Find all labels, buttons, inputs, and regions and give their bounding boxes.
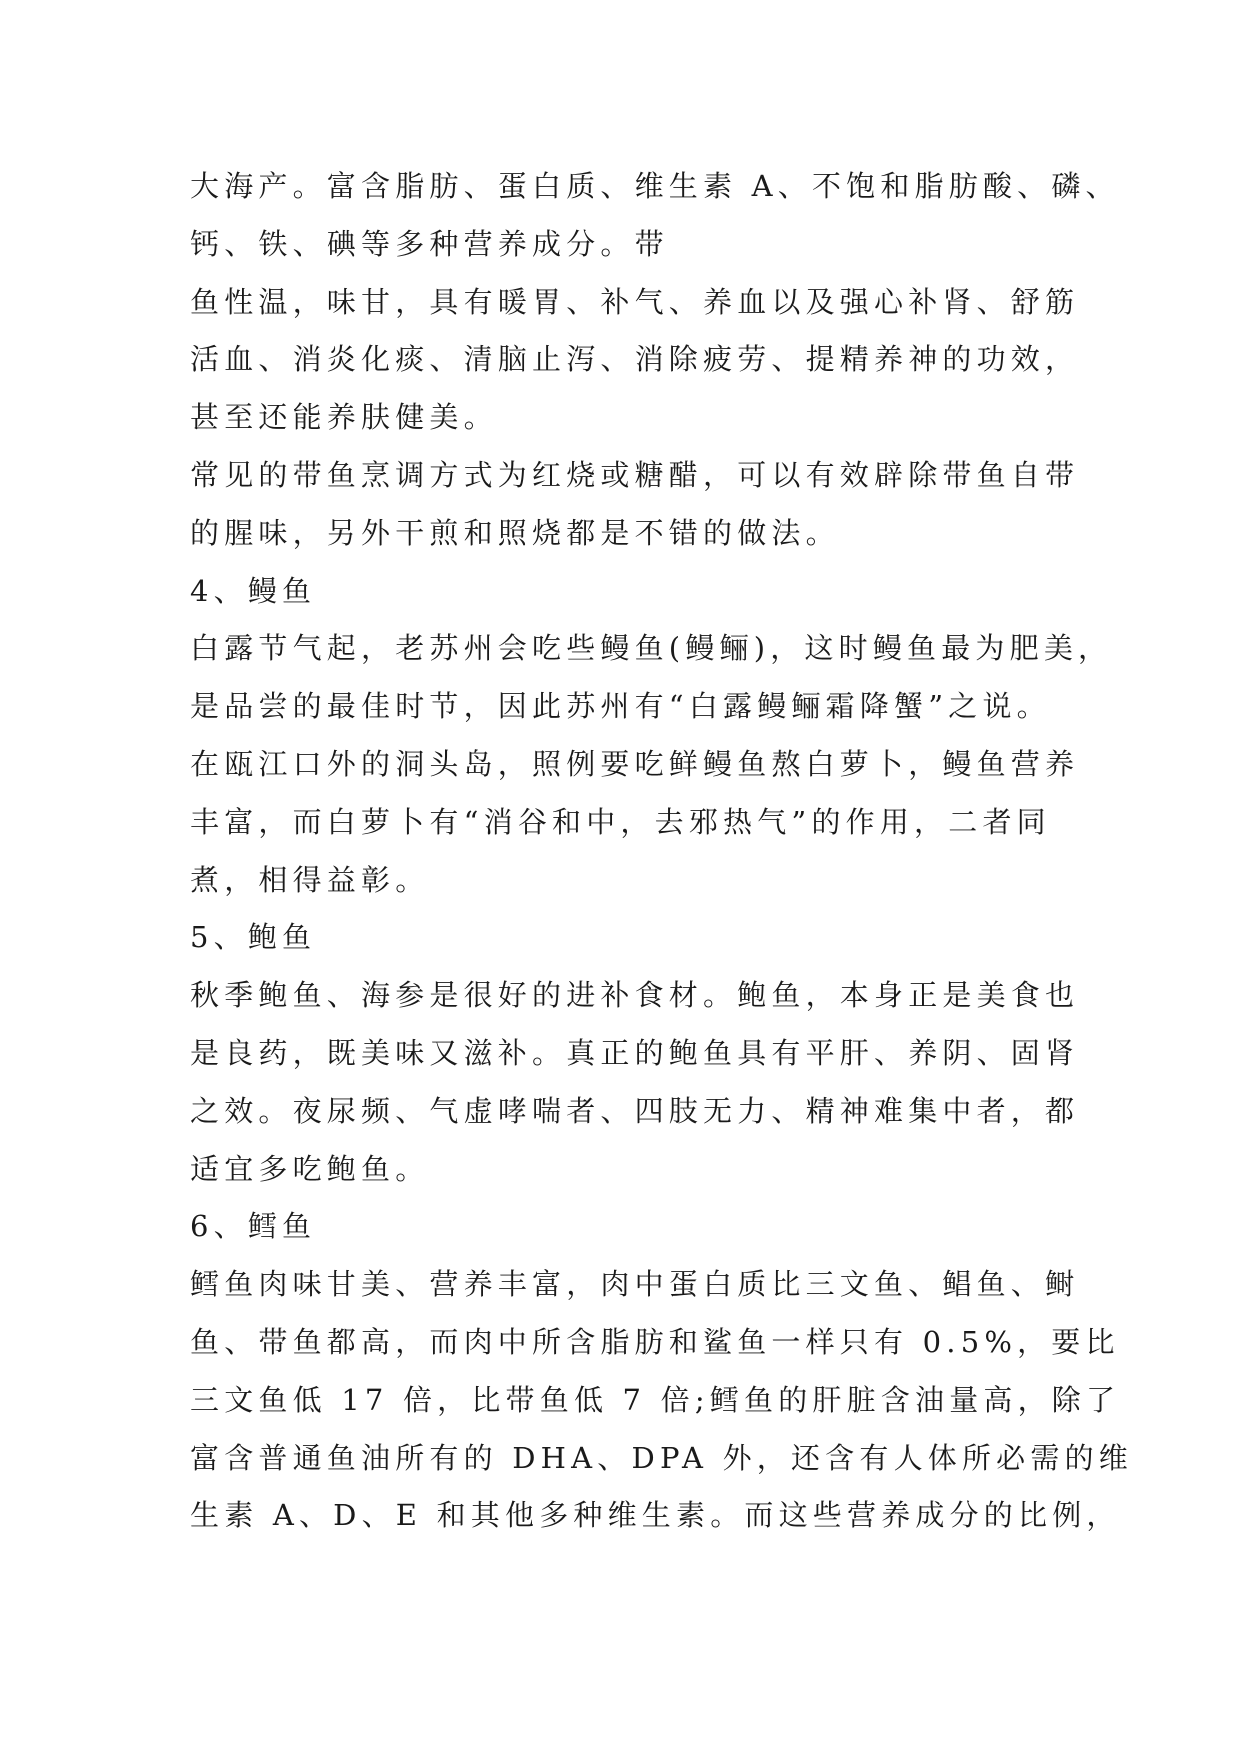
text-line: 钙、铁、碘等多种营养成分。带 <box>190 226 669 261</box>
section-heading-cod: 6、鳕鱼 <box>190 1209 317 1244</box>
document-body <box>190 158 1133 1545</box>
section-heading-eel: 4、鳗鱼 <box>190 573 317 608</box>
section-heading-abalone: 5、鲍鱼 <box>190 920 317 955</box>
text-line: 在瓯江口外的洞头岛，照例要吃鲜鳗鱼熬白萝卜，鳗鱼营养 <box>190 746 1080 781</box>
text-line: 丰富，而白萝卜有“消谷和中，去邪热气”的作用，二者同 <box>190 804 1051 839</box>
text-line: 常见的带鱼烹调方式为红烧或糖醋，可以有效辟除带鱼自带 <box>190 457 1080 492</box>
text-line: 大海产。富含脂肪、蛋白质、维生素 A、不饱和脂肪酸、磷、 <box>190 169 1120 203</box>
text-line: 鳕鱼肉味甘美、营养丰富，肉中蛋白质比三文鱼、鲳鱼、鲥 <box>190 1267 1080 1302</box>
text-line: 适宜多吃鲍鱼。 <box>190 1151 430 1186</box>
text-line: 是品尝的最佳时节，因此苏州有“白露鳗鲡霜降蟹”之说。 <box>190 689 1051 724</box>
text-line: 鱼性温，味甘，具有暖胃、补气、养血以及强心补肾、舒筋 <box>190 284 1080 319</box>
text-line: 富含普通鱼油所有的 DHA、DPA 外，还含有人体所必需的维 <box>190 1440 1133 1475</box>
text-line: 的腥味，另外干煎和照烧都是不错的做法。 <box>190 515 840 550</box>
text-line: 甚至还能养肤健美。 <box>190 400 498 435</box>
text-line: 生素 A、D、E 和其他多种维生素。而这些营养成分的比例， <box>190 1498 1121 1533</box>
text-line: 白露节气起，老苏州会吃些鳗鱼(鳗鲡)，这时鳗鱼最为肥美， <box>190 631 1113 666</box>
text-line: 煮，相得益彰。 <box>190 862 430 897</box>
text-line: 秋季鲍鱼、海参是很好的进补食材。鲍鱼，本身正是美食也 <box>190 978 1080 1013</box>
text-line: 三文鱼低 17 倍，比带鱼低 7 倍;鳕鱼的肝脏含油量高，除了 <box>190 1382 1121 1417</box>
text-line: 是良药，既美味又滋补。真正的鲍鱼具有平肝、养阴、固肾 <box>190 1035 1080 1070</box>
text-line: 鱼、带鱼都高，而肉中所含脂肪和鲨鱼一样只有 0.5%，要比 <box>190 1324 1120 1359</box>
text-line: 活血、消炎化痰、清脑止泻、消除疲劳、提精养神的功效， <box>190 342 1080 377</box>
text-line: 之效。夜尿频、气虚哮喘者、四肢无力、精神难集中者，都 <box>190 1093 1080 1128</box>
